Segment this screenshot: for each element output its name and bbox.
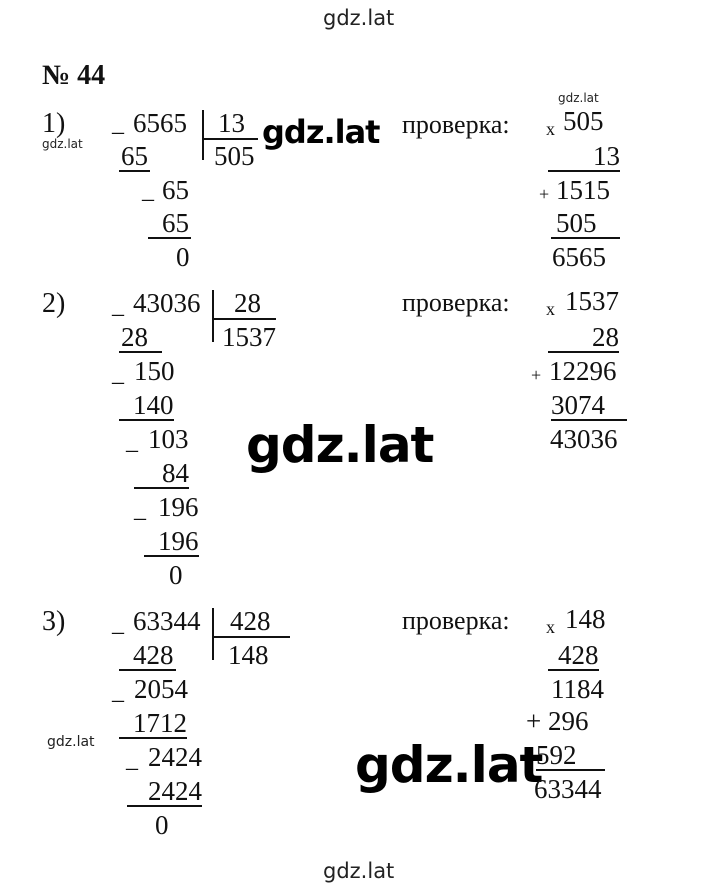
divisor-line bbox=[212, 318, 276, 320]
watermark-small-left-bottom: gdz.lat bbox=[47, 734, 95, 750]
task-label: 3) bbox=[42, 606, 66, 637]
plus-sign: + bbox=[531, 365, 542, 385]
minus-sign: _ bbox=[134, 497, 146, 523]
problem-title: № 44 bbox=[42, 60, 106, 91]
step: 196 bbox=[158, 492, 199, 522]
divisor: 28 bbox=[234, 288, 261, 318]
check-partial: 592 bbox=[536, 742, 605, 771]
division-bar bbox=[202, 110, 204, 160]
division-bar bbox=[212, 290, 214, 342]
watermark-small-left: gdz.lat bbox=[42, 137, 83, 151]
step: 428 bbox=[119, 642, 176, 671]
step: 65 bbox=[121, 141, 148, 171]
check-operand: 428 bbox=[548, 642, 599, 671]
check-partial: 505 bbox=[551, 210, 620, 239]
divisor-line bbox=[202, 138, 258, 140]
check-result: 6565 bbox=[552, 242, 606, 272]
check-operand: 505 bbox=[563, 106, 604, 136]
step: 140 bbox=[119, 392, 174, 421]
divisor: 13 bbox=[218, 108, 245, 138]
step: 2424 bbox=[148, 742, 202, 772]
step: 0 bbox=[176, 242, 190, 272]
minus-sign: _ bbox=[126, 429, 138, 455]
minus-sign: _ bbox=[142, 178, 154, 204]
times-sign: x bbox=[546, 299, 555, 319]
step: 0 bbox=[169, 560, 183, 590]
dividend: 63344 bbox=[133, 606, 201, 636]
check-result: 63344 bbox=[534, 774, 602, 804]
watermark-medium: gdz.lat bbox=[262, 113, 380, 151]
times-sign: x bbox=[546, 119, 555, 139]
quotient: 1537 bbox=[222, 322, 276, 352]
watermark-large-bottom: gdz.lat bbox=[355, 736, 543, 794]
check-operand: 148 bbox=[565, 604, 606, 634]
check-label: проверка: bbox=[402, 288, 510, 317]
quotient: 505 bbox=[214, 141, 255, 171]
times-sign: x bbox=[546, 617, 555, 637]
watermark-large-center: gdz.lat bbox=[246, 416, 434, 474]
plus-sign: + bbox=[526, 706, 542, 736]
step: 84 bbox=[134, 460, 189, 489]
step: 150 bbox=[134, 356, 175, 386]
minus-sign: _ bbox=[126, 747, 138, 773]
divisor: 428 bbox=[230, 606, 271, 636]
step: 103 bbox=[148, 424, 189, 454]
check-result: 43036 bbox=[550, 424, 618, 454]
step: 0 bbox=[155, 810, 169, 840]
minus-sign: _ bbox=[112, 679, 124, 705]
check-label: проверка: bbox=[402, 606, 510, 635]
step: 65 bbox=[162, 175, 189, 205]
check-partial: 1184 bbox=[551, 674, 604, 704]
minus-sign: _ bbox=[112, 361, 124, 387]
minus-sign: _ bbox=[112, 111, 124, 137]
check-partial: 3074 bbox=[551, 392, 627, 421]
step: 65 bbox=[148, 210, 191, 239]
check-partial: 12296 bbox=[549, 356, 617, 386]
minus-sign: _ bbox=[112, 611, 124, 637]
watermark-small-right: gdz.lat bbox=[558, 91, 599, 105]
task-label: 2) bbox=[42, 288, 66, 319]
quotient: 148 bbox=[228, 640, 269, 670]
dividend: 43036 bbox=[133, 288, 201, 318]
step: 2424 bbox=[127, 778, 202, 807]
check-operand: 13 bbox=[548, 143, 620, 172]
plus-sign: + bbox=[539, 184, 550, 204]
division-bar bbox=[212, 608, 214, 660]
step: 28 bbox=[119, 324, 162, 353]
divisor-line bbox=[212, 636, 290, 638]
check-operand: 28 bbox=[548, 324, 619, 353]
check-partial: 296 bbox=[548, 706, 589, 736]
task-label: 1) bbox=[42, 108, 66, 139]
check-partial: 1515 bbox=[556, 175, 610, 205]
dividend: 6565 bbox=[133, 108, 187, 138]
step: 1712 bbox=[119, 710, 187, 739]
watermark-bottom: gdz.lat bbox=[323, 859, 395, 883]
check-operand: 1537 bbox=[565, 286, 619, 316]
check-label: проверка: bbox=[402, 110, 510, 139]
watermark-top: gdz.lat bbox=[323, 6, 395, 30]
minus-sign: _ bbox=[112, 293, 124, 319]
step: 2054 bbox=[134, 674, 188, 704]
step: 196 bbox=[144, 528, 199, 557]
